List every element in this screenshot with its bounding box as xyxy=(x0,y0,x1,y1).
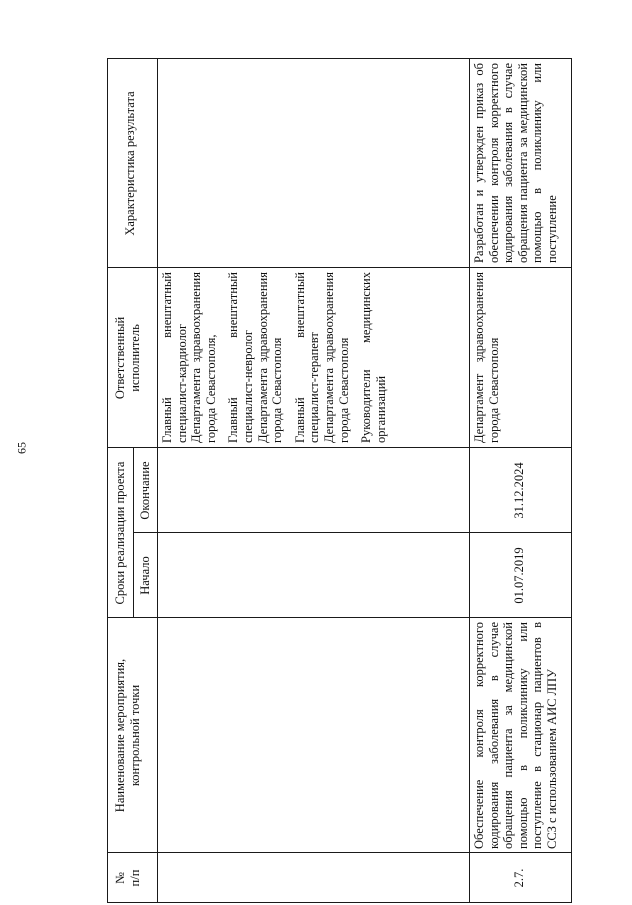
table-rule xyxy=(157,58,158,903)
responsible-item: Главный внештатный специалист-терапевт Департамента здравоохранения города Севастополя xyxy=(292,272,351,443)
table-rule xyxy=(107,58,572,59)
table-rule xyxy=(107,617,572,618)
header-end: Окончание xyxy=(138,461,152,520)
table-rule xyxy=(107,58,108,903)
row-27-name: Обеспечение контроля корректного кодирования заболевания в случае обращения пациента за медицинской помощью в поликлинику или поступление в стационар пациентов в ССЗ с использованием АИС ЛПУ xyxy=(472,622,559,849)
row-27-start: 01.07.2019 xyxy=(512,547,526,604)
table-rule xyxy=(469,58,470,903)
header-responsible: Ответственный исполнитель xyxy=(113,316,142,400)
table-rule xyxy=(571,58,572,903)
row-27-num: 2.7. xyxy=(512,868,526,888)
table-rule xyxy=(107,447,572,448)
table-rule xyxy=(107,902,572,903)
header-result: Характеристика результата xyxy=(123,91,137,236)
row-27-result: Разработан и утвержден приказ об обеспечении контроля корректного кодирования заболевания в случае обращения пациента за медицинской помощью в поликлинику или поступление xyxy=(472,63,559,263)
table-rule xyxy=(107,852,572,853)
responsible-item: Главный внештатный специалист-кардиолог Департамента здравоохранения города Севастополя, xyxy=(160,272,218,443)
page-number: 65 xyxy=(14,442,29,454)
measures-table xyxy=(107,58,572,903)
responsible-item: Главный внештатный специалист-невролог Департамента здравоохранения города Севастополя xyxy=(226,272,285,443)
table-rule xyxy=(107,267,572,268)
responsible-item: Руководители медицинских организаций xyxy=(359,272,388,443)
row-27-end: 31.12.2024 xyxy=(512,462,526,519)
responsible-continuation xyxy=(160,272,388,443)
header-name: Наименование мероприятия, контрольной точки xyxy=(113,658,142,813)
header-terms: Сроки реализации проекта xyxy=(113,461,127,605)
table-rule xyxy=(133,448,134,618)
row-27-responsible: Департамент здравоохранения города Севастополя xyxy=(472,272,501,443)
header-num: № п/п xyxy=(113,869,142,887)
table-rule xyxy=(133,532,572,533)
header-start: Начало xyxy=(138,556,152,595)
